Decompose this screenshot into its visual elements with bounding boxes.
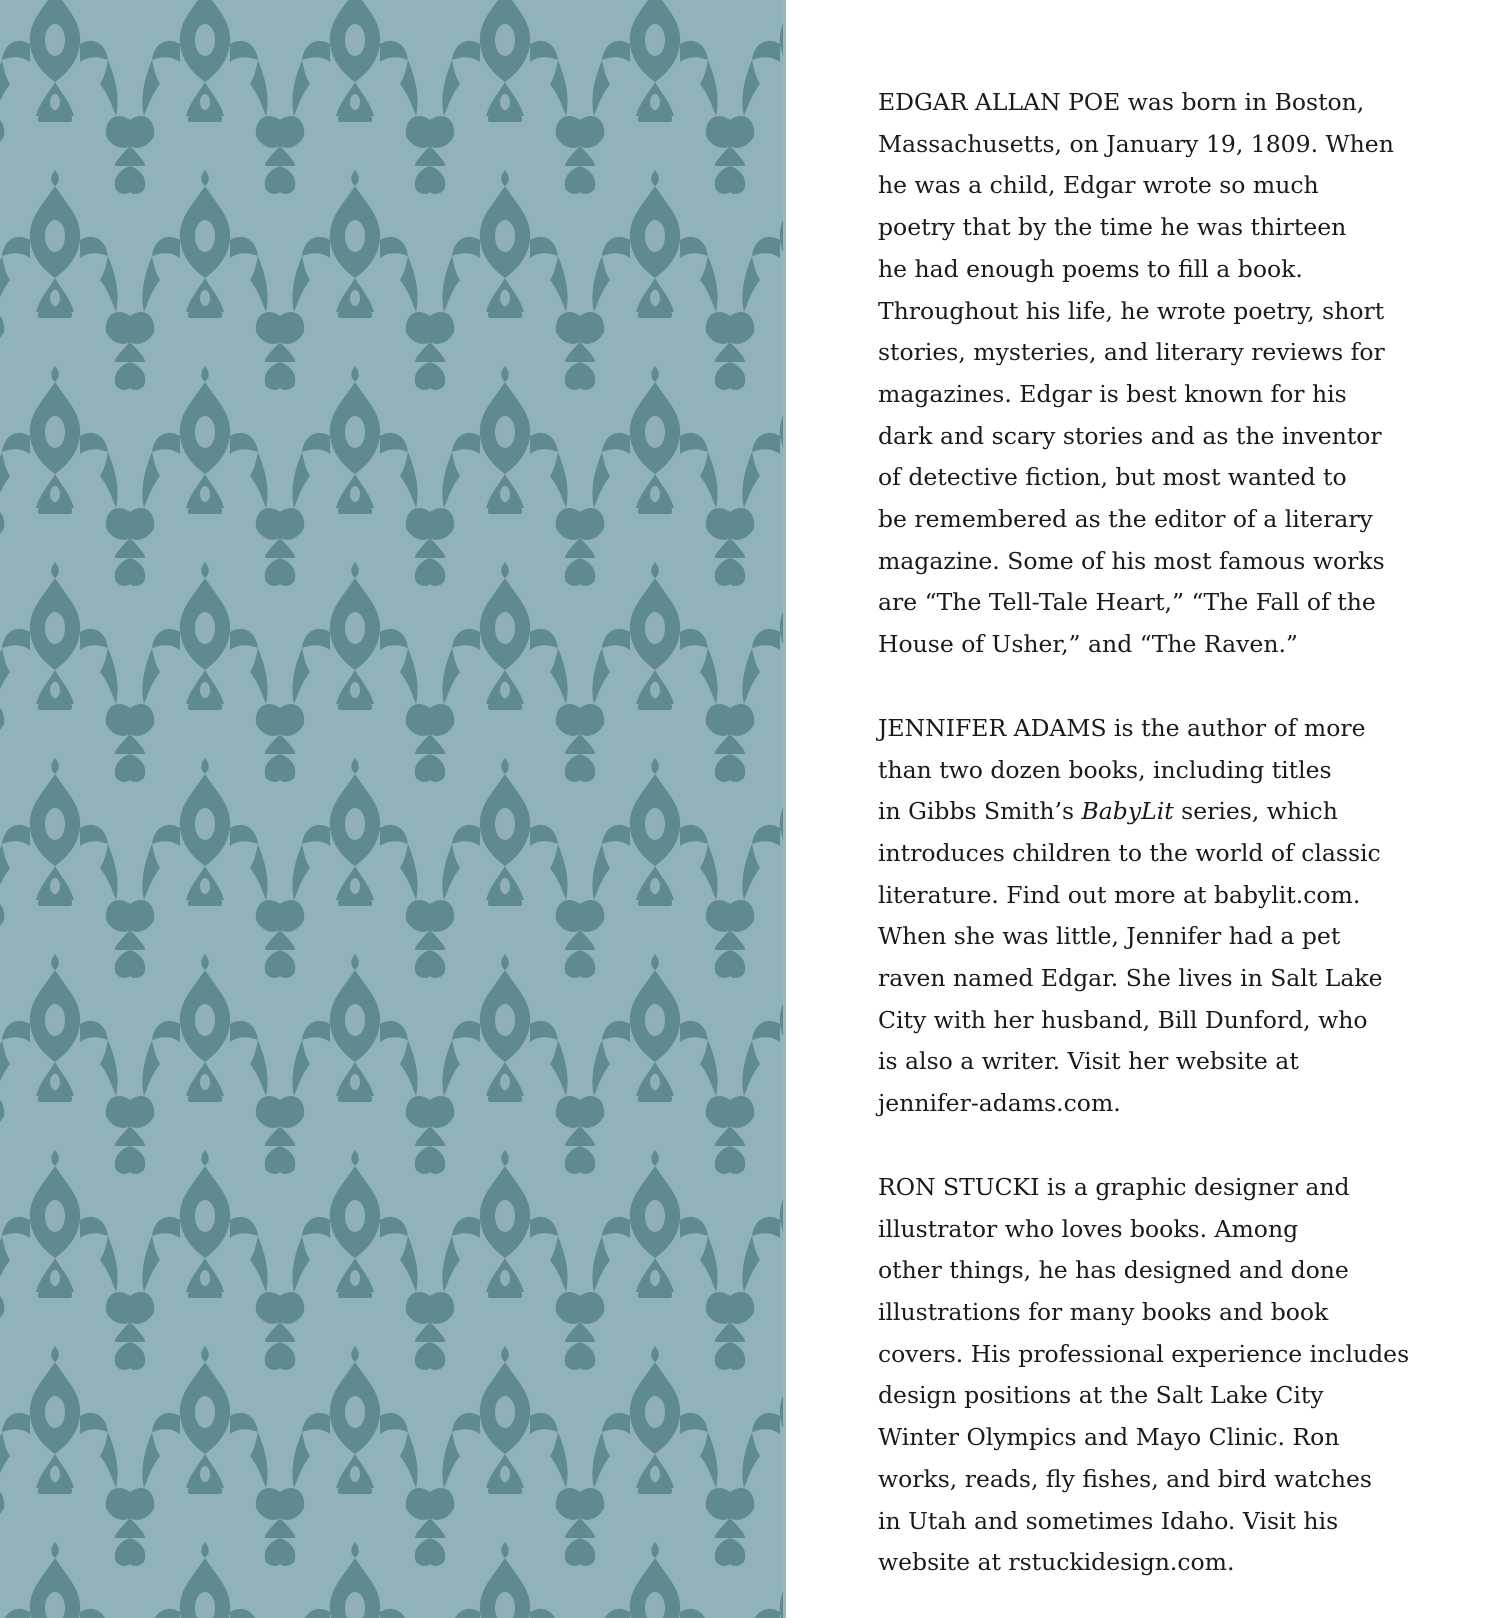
bio-line: When she was little, Jennifer had a pet <box>878 922 1341 951</box>
bio-line: in Utah and sometimes Idaho. Visit his <box>878 1506 1339 1535</box>
bio-line: Winter Olympics and Mayo Clinic. Ron <box>878 1423 1340 1452</box>
bio-line: he was a child, Edgar wrote so much <box>878 171 1319 200</box>
bio-line: magazines. Edgar is best known for his <box>878 379 1347 408</box>
bio-line: design positions at the Salt Lake City <box>878 1381 1324 1410</box>
bio-line-part: series, which <box>1173 797 1338 826</box>
series-title: BabyLit <box>1081 797 1174 826</box>
bio-line: EDGAR ALLAN POE was born in Boston, <box>878 88 1365 116</box>
bio-line: magazine. Some of his most famous works <box>878 546 1385 575</box>
bio-line: Throughout his life, he wrote poetry, short <box>878 296 1385 325</box>
bio-line: dark and scary stories and as the inventor <box>878 421 1382 450</box>
bio-line: JENNIFER ADAMS is the author of more <box>878 713 1366 742</box>
bio-line: is also a writer. Visit her website at <box>878 1047 1299 1076</box>
bio-line: works, reads, fly fishes, and bird watches <box>878 1464 1372 1493</box>
bio-line: website at rstuckidesign.com. <box>878 1548 1235 1577</box>
bio-line: RON STUCKI is a graphic designer and <box>878 1172 1350 1201</box>
bio-line: raven named Edgar. She lives in Salt Lake <box>878 964 1383 993</box>
bio-line: Massachusetts, on January 19, 1809. When <box>878 129 1394 158</box>
bio-line: covers. His professional experience includes <box>878 1339 1410 1368</box>
author-bios <box>878 82 1458 1584</box>
bio-line: stories, mysteries, and literary reviews for <box>878 338 1385 367</box>
panel-edge-divider <box>783 0 786 1618</box>
bio-line: of detective fiction, but most wanted to <box>878 463 1347 492</box>
bio-line-part: in Gibbs Smith’s <box>878 797 1082 826</box>
bio-jennifer-adams <box>878 708 1458 1125</box>
bio-line: are “The Tell-Tale Heart,” “The Fall of the <box>878 588 1376 617</box>
bio-line: poetry that by the time he was thirteen <box>878 213 1347 242</box>
bio-line: illustrator who loves books. Among <box>878 1214 1299 1243</box>
bio-line: he had enough poems to fill a book. <box>878 254 1303 283</box>
bio-line: City with her husband, Bill Dunford, who <box>878 1005 1368 1034</box>
bio-line: illustrations for many books and book <box>878 1297 1329 1326</box>
bio-line <box>878 791 1458 833</box>
bio-line: introduces children to the world of classic <box>878 838 1381 867</box>
bio-line: than two dozen books, including titles <box>878 755 1332 784</box>
bio-ron-stucki <box>878 1167 1458 1584</box>
bio-line: be remembered as the editor of a literary <box>878 505 1373 534</box>
bio-line: literature. Find out more at babylit.com. <box>878 880 1361 909</box>
bio-line: House of Usher,” and “The Raven.” <box>878 630 1298 659</box>
bio-line: other things, he has designed and done <box>878 1256 1349 1285</box>
bio-line: jennifer-adams.com. <box>878 1089 1121 1118</box>
bio-edgar-allan-poe <box>878 82 1458 666</box>
